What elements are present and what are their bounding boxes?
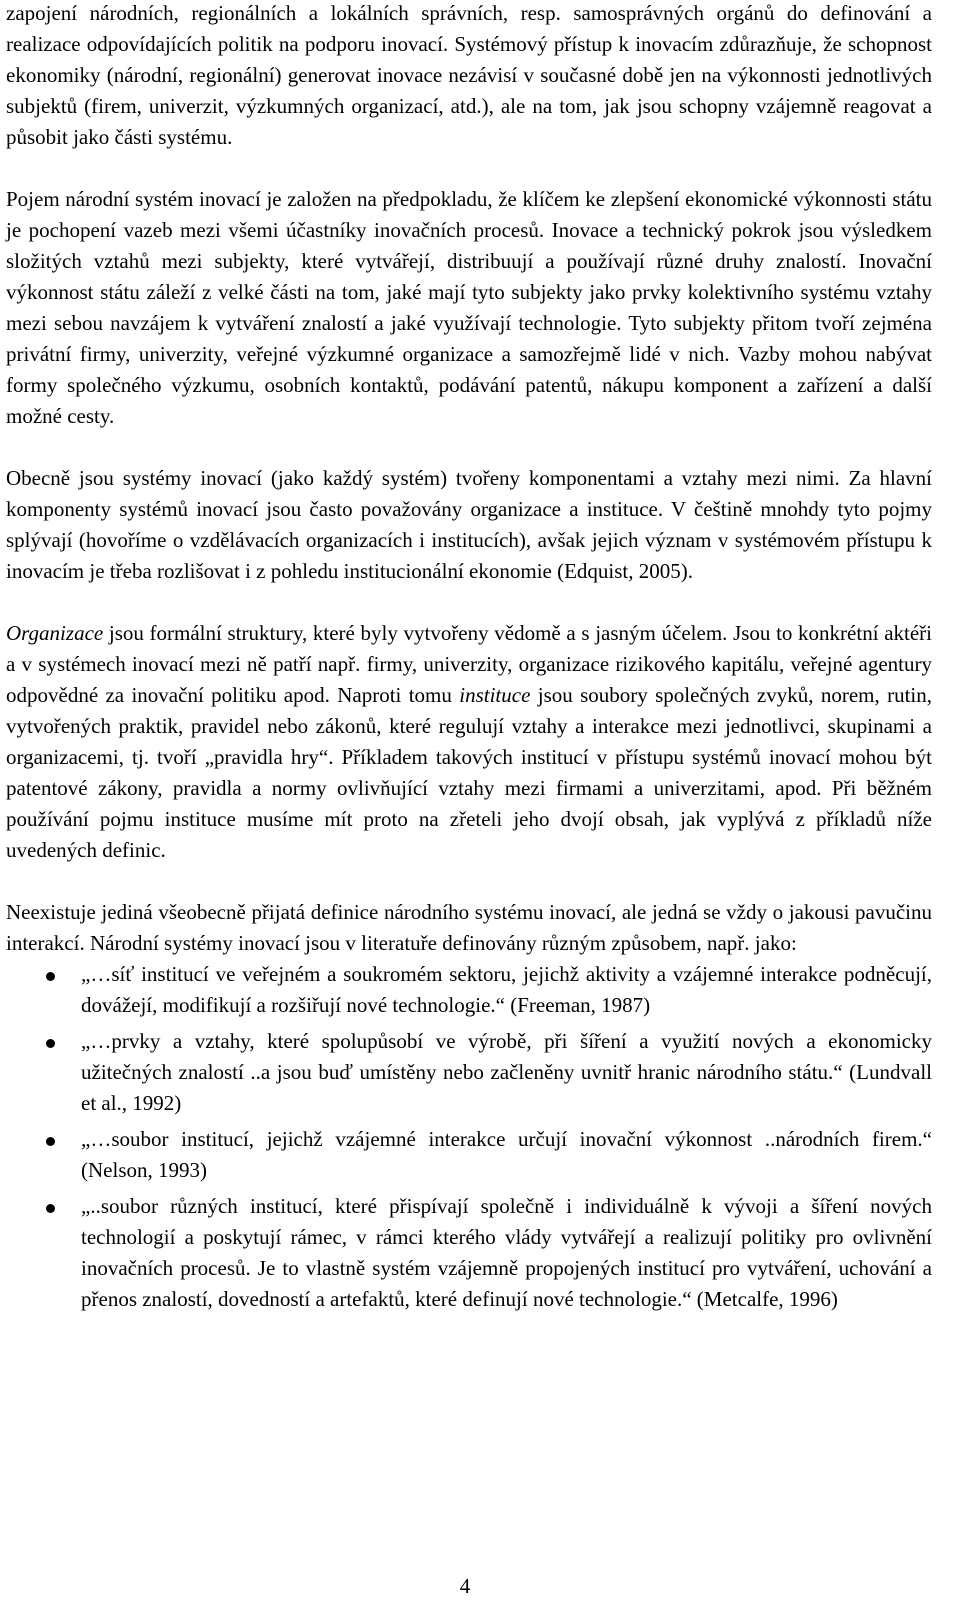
term-instituce: instituce bbox=[459, 683, 531, 707]
definition-text: „…prvky a vztahy, které spolupůsobí ve výrobě, při šíření a využití nových a ekonomicky užitečných znalostí ..a jsou buď umístěny nebo začleněny uvnitř hranic národního státu.“ (Lundvall et al., 1992) bbox=[81, 1029, 932, 1115]
paragraph-definitions-intro: Neexistuje jediná všeobecně přijatá definice národního systému inovací, ale jedná se vždy o jakousi pavučinu interakcí. Národní systémy inovací jsou v literatuře definovány různým způsobem, např. jako: bbox=[6, 900, 932, 955]
definition-item-lundvall bbox=[6, 1026, 932, 1119]
page-number: 4 bbox=[459, 1574, 471, 1598]
paragraph-national-innovation-system: Pojem národní systém inovací je založen na předpokladu, že klíčem ke zlepšení ekonomické výkonnosti státu je pochopení vazeb mezi všemi účastníky inovačních procesů. Inovace a technický pokrok jsou výsledkem složitých vztahů mezi subjekty, které vytvářejí, distribuují a používají různé druhy znalostí. Inovační výkonnost státu záleží z velké části na tom, jaké mají tyto subjekty jako prvky kolektivního systému vztahy mezi sebou navzájem k vytváření znalostí a jaké využívají technologie. Tyto subjekty přitom tvoří zejména privátní firmy, univerzity, veřejné výzkumné organizace a samozřejmě lidé v nich. Vazby mohou nabývat formy společného výzkumu, osobních kontaktů, podávání patentů, nákupu komponent a zařízení a další možné cesty. bbox=[6, 187, 932, 428]
paragraph-organizations-text-1: jsou formální struktury, které byly vytvořeny vědomě a s jasným účelem. Jsou to konkrétní aktéři a v systémech inovací mezi ně patří např. firmy, univerzity, organizace rizikového kapitálu, veřejné agentury odpovědné za inovační politiku apod. Naproti tomu bbox=[6, 621, 932, 707]
bullet-icon bbox=[46, 1137, 55, 1146]
definition-text: „..soubor různých institucí, které přispívají společně i individuálně k vývoji a šíření nových technologií a poskytují rámec, v rámci kterého vlády vytvářejí a realizují politiky pro ovlivnění inovačních procesů. Je to vlastně systém vzájemně propojených institucí pro vytváření, uchování a přenos znalostí, dovedností a artefaktů, které definují nové technologie.“ (Metcalfe, 1996) bbox=[81, 1194, 932, 1311]
bullet-icon bbox=[46, 1039, 55, 1048]
definition-item-metcalfe bbox=[6, 1191, 932, 1315]
definition-text: „…soubor institucí, jejichž vzájemné interakce určují inovační výkonnost ..národních firem.“ (Nelson, 1993) bbox=[81, 1127, 932, 1182]
definition-item-nelson bbox=[6, 1124, 932, 1186]
paragraph-organizations-text-2: jsou soubory společných zvyků, norem, rutin, vytvořených praktik, pravidel nebo zákonů, které regulují vztahy a interakce mezi jednotlivci, skupinami a organizacemi, tj. tvoří „pravidla hry“. Příkladem takových institucí v přístupu systémů inovací mohou být patentové zákony, pravidla a normy ovlivňující vztahy mezi firmami a univerzitami, apod. Při běžném používání pojmu instituce musíme mít proto na zřeteli jeho dvojí obsah, jak vyplývá z příkladů níže uvedených definic. bbox=[6, 683, 932, 862]
bullet-icon bbox=[46, 1204, 55, 1213]
paragraph-intro: zapojení národních, regionálních a lokálních správních, resp. samosprávných orgánů do definování a realizace odpovídajících politik na podporu inovací. Systémový přístup k inovacím zdůrazňuje, že schopnost ekonomiky (národní, regionální) generovat inovace nezávisí v současné době jen na výkonnosti jednotlivých subjektů (firem, univerzit, výzkumných organizací, atd.), ale na tom, jak jsou schopny vzájemně reagovat a působit jako části systému. bbox=[6, 1, 932, 149]
bullet-icon bbox=[46, 972, 55, 981]
definitions-list bbox=[6, 959, 932, 1315]
definition-item-freeman bbox=[6, 959, 932, 1021]
paragraph-components: Obecně jsou systémy inovací (jako každý systém) tvořeny komponentami a vztahy mezi nimi. Za hlavní komponenty systémů inovací jsou často považovány organizace a instituce. V češtině mnohdy tyto pojmy splývají (hovoříme o vzdělávacích organizacích i institucích), avšak jejich význam v systémovém přístupu k inovacím je třeba rozlišovat i z pohledu institucionální ekonomie (Edquist, 2005). bbox=[6, 466, 932, 583]
definition-text: „…síť institucí ve veřejném a soukromém sektoru, jejichž aktivity a vzájemné interakce podněcují, dovážejí, modifikují a rozšiřují nové technologie.“ (Freeman, 1987) bbox=[81, 962, 932, 1017]
paragraph-organizations-institutions bbox=[6, 618, 932, 866]
term-organizace: Organizace bbox=[6, 621, 104, 645]
